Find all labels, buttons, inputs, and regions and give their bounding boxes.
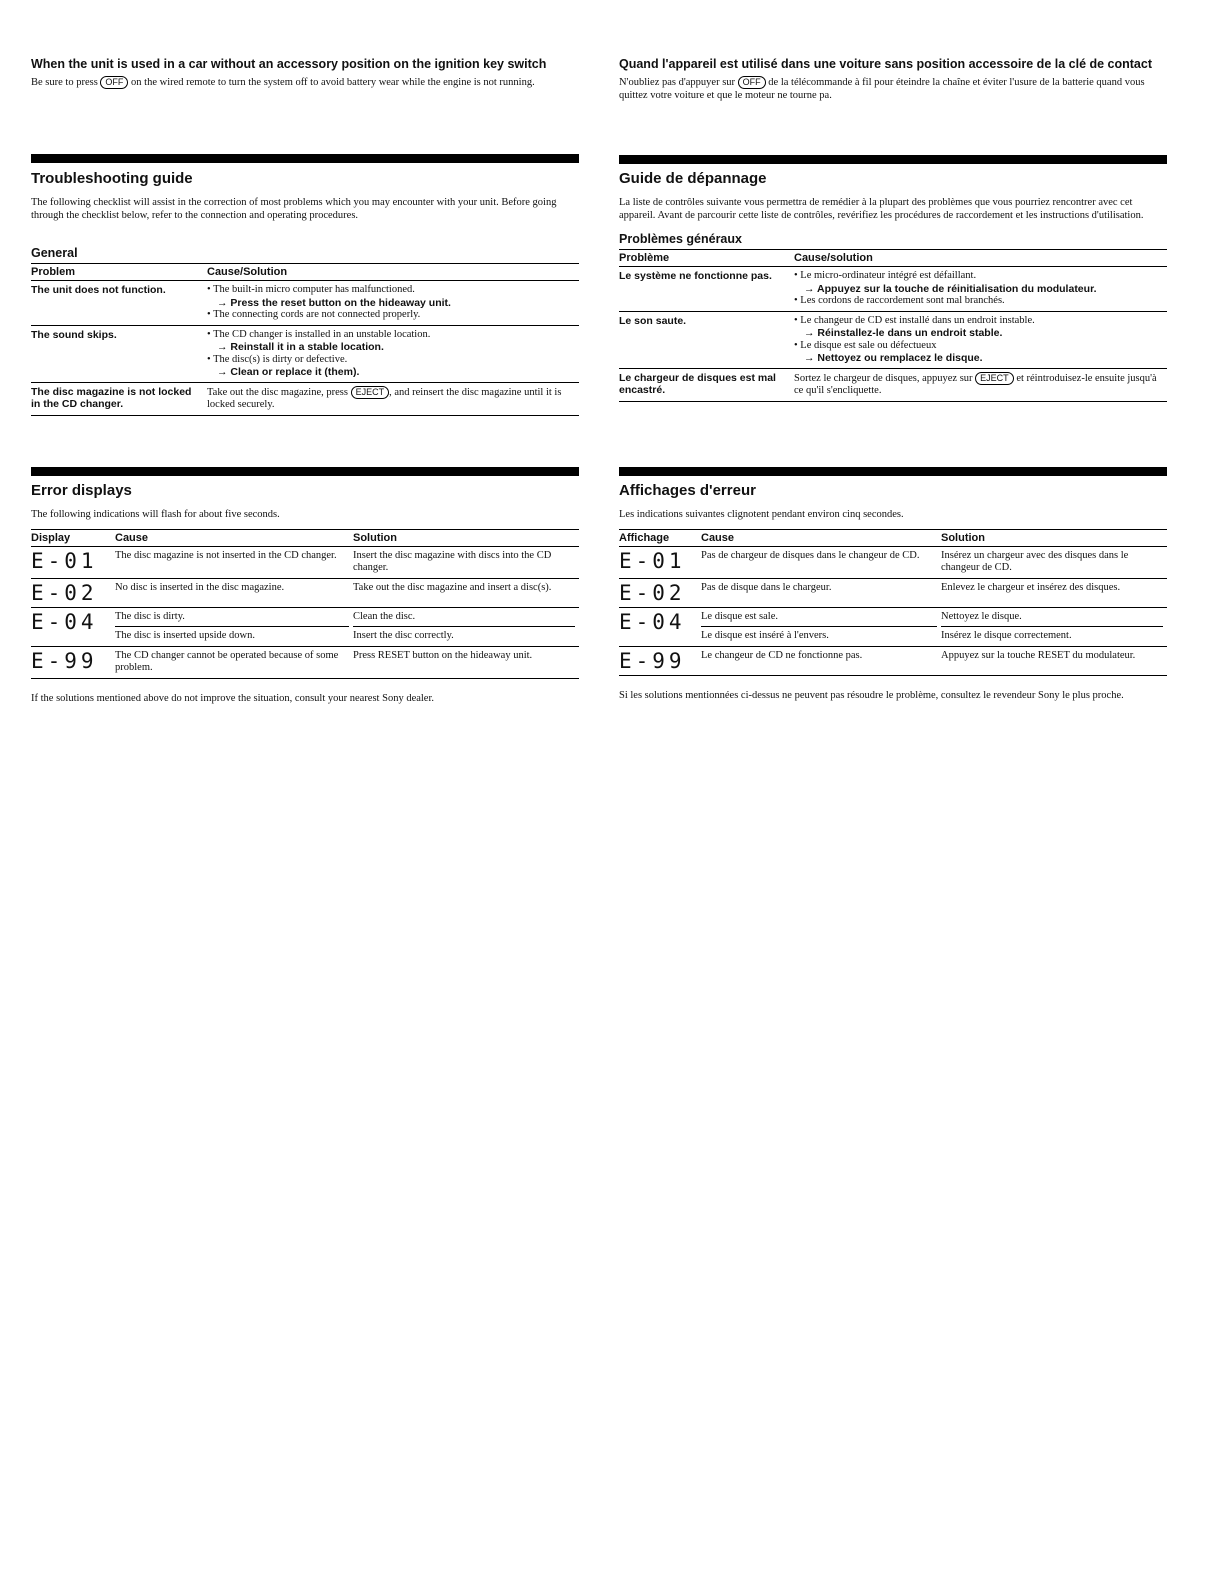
- troubleshooting-section: [31, 170, 579, 416]
- col-problem: Problem: [31, 264, 207, 281]
- error-code: E-04: [619, 607, 701, 646]
- problem-cell: Le système ne fonctionne pas.: [619, 267, 794, 312]
- table-row: [619, 267, 1167, 312]
- cause-cell: Le changeur de CD ne fonctionne pas.: [701, 646, 941, 675]
- problem-cell: The disc magazine is not locked in the CD changer.: [31, 382, 207, 415]
- solution-cell: Nettoyez le disque. Insérez le disque correctement.: [941, 607, 1167, 646]
- table-row: [619, 646, 1167, 675]
- error-code: E-02: [619, 578, 701, 607]
- table-row: [31, 646, 579, 678]
- col-solution: Solution: [941, 529, 1167, 546]
- problem-cell: Le son saute.: [619, 311, 794, 368]
- error-section: [31, 482, 579, 705]
- cause-cell: Le disque est sale. Le disque est inséré à l'envers.: [701, 607, 941, 646]
- cause-cell: Pas de disque dans le chargeur.: [701, 578, 941, 607]
- section-bar: [619, 467, 1167, 476]
- problem-cell: The unit does not function.: [31, 281, 207, 326]
- cause-cell: Pas de chargeur de disques dans le changeur de CD.: [701, 546, 941, 578]
- solution-cell: • Le micro-ordinateur intégré est défaillant. → Appuyez sur la touche de réinitialisation du modulateur. • Les cordons de raccordement sont mal branchés.: [794, 267, 1167, 312]
- table-row: [31, 382, 579, 415]
- col-cause: Cause: [701, 529, 941, 546]
- table-row: [31, 607, 579, 646]
- general-title: General: [31, 246, 78, 260]
- off-key: OFF: [100, 76, 128, 89]
- car-note: [619, 57, 1167, 102]
- solution-cell: Enlevez le chargeur et insérez des disques.: [941, 578, 1167, 607]
- table-row: [31, 578, 579, 607]
- solution-cell: Take out the disc magazine, press EJECT , and reinsert the disc magazine until it is locked securely.: [207, 382, 579, 415]
- cause-cell: The disc is dirty. The disc is inserted upside down.: [115, 607, 353, 646]
- col-problem: Problème: [619, 250, 794, 267]
- general-title: Problèmes généraux: [619, 232, 742, 246]
- troubleshooting-table: [31, 263, 579, 416]
- table-row: [31, 325, 579, 382]
- solution-cell: • The built-in micro computer has malfunctioned. → Press the reset button on the hideaway unit. • The connecting cords are not connected properly.: [207, 281, 579, 326]
- car-note-title: When the unit is used in a car without an accessory position on the ignition key switch: [31, 57, 547, 71]
- error-title: Affichages d'erreur: [619, 482, 756, 499]
- solution-cell: Insert the disc magazine with discs into the CD changer.: [353, 546, 579, 578]
- car-note-title: Quand l'appareil est utilisé dans une voiture sans position accessoire de la clé de contact: [619, 57, 1153, 71]
- section-bar: [31, 467, 579, 476]
- cause-cell: The disc magazine is not inserted in the CD changer.: [115, 546, 353, 578]
- solution-cell: • Le changeur de CD est installé dans un endroit instable. → Réinstallez-le dans un endroit stable. • Le disque est sale ou défectueux → Nettoyez ou remplacez le disque.: [794, 311, 1167, 368]
- solution-cell: Insérez un chargeur avec des disques dans le changeur de CD.: [941, 546, 1167, 578]
- solution-cell: • The CD changer is installed in an unstable location. → Reinstall it in a stable location. • The disc(s) is dirty or defective. → Clean or replace it (them).: [207, 325, 579, 382]
- error-title: Error displays: [31, 482, 132, 499]
- error-code: E-01: [31, 546, 115, 578]
- car-note-text: N'oubliez pas d'appuyer sur OFF de la télécommande à fil pour éteindre la chaîne et éviter l'usure de la batterie quand vous quittez votre voiture et que le moteur ne tourne pa.: [619, 77, 1145, 101]
- error-table: [31, 529, 579, 679]
- table-header: [619, 250, 1167, 267]
- solution-cell: Clean the disc. Insert the disc correctly.: [353, 607, 579, 646]
- error-code: E-04: [31, 607, 115, 646]
- table-row: [619, 607, 1167, 646]
- error-code: E-99: [31, 646, 115, 678]
- error-code: E-99: [619, 646, 701, 675]
- eject-key: EJECT: [351, 386, 390, 399]
- section-bar: [619, 155, 1167, 164]
- table-row: [619, 368, 1167, 401]
- off-key: OFF: [738, 76, 766, 89]
- eject-key: EJECT: [975, 372, 1014, 385]
- troubleshooting-section: [619, 170, 1167, 402]
- table-header: [619, 529, 1167, 546]
- col-display: Display: [31, 529, 115, 546]
- problem-cell: Le chargeur de disques est mal encastré.: [619, 368, 794, 401]
- table-header: [31, 264, 579, 281]
- troubleshooting-intro: La liste de contrôles suivante vous permettra de remédier à la plupart des problèmes que vous pourriez rencontrer avec cet appareil. Avant de parcourir cette liste de contrôles, revérifiez les procédures de raccordement et les instructions d'utilisation.: [619, 197, 1144, 221]
- solution-cell: Press RESET button on the hideaway unit.: [353, 646, 579, 678]
- troubleshooting-title: Troubleshooting guide: [31, 170, 193, 187]
- error-table: [619, 529, 1167, 676]
- error-intro: Les indications suivantes clignotent pendant environ cinq secondes.: [619, 509, 904, 520]
- table-header: [31, 529, 579, 546]
- cause-cell: No disc is inserted in the disc magazine.: [115, 578, 353, 607]
- error-section: [619, 482, 1167, 702]
- col-cause: Cause: [115, 529, 353, 546]
- table-row: [31, 281, 579, 326]
- footer-note: Si les solutions mentionnées ci-dessus ne peuvent pas résoudre le problème, consultez le revendeur Sony le plus proche.: [619, 689, 1124, 701]
- col-solution: Solution: [353, 529, 579, 546]
- car-note: [31, 57, 579, 90]
- col-display: Affichage: [619, 529, 701, 546]
- table-row: [619, 578, 1167, 607]
- troubleshooting-title: Guide de dépannage: [619, 170, 767, 187]
- cause-cell: The CD changer cannot be operated because of some problem.: [115, 646, 353, 678]
- error-code: E-01: [619, 546, 701, 578]
- error-intro: The following indications will flash for about five seconds.: [31, 509, 280, 520]
- solution-cell: Sortez le chargeur de disques, appuyez sur EJECT et réintroduisez-le ensuite jusqu'à ce qu'il s'encliquette.: [794, 368, 1167, 401]
- troubleshooting-intro: The following checklist will assist in the correction of most problems which you may encounter with your unit. Before going through the checklist below, refer to the connection and operating procedures.: [31, 197, 557, 221]
- table-row: [619, 546, 1167, 578]
- table-row: [619, 311, 1167, 368]
- error-code: E-02: [31, 578, 115, 607]
- car-note-text: Be sure to press OFF on the wired remote to turn the system off to avoid battery wear while the engine is not running.: [31, 77, 535, 88]
- section-bar: [31, 154, 579, 163]
- footer-note: If the solutions mentioned above do not improve the situation, consult your nearest Sony dealer.: [31, 692, 435, 704]
- col-cause-solution: Cause/Solution: [207, 264, 579, 281]
- troubleshooting-table: [619, 249, 1167, 402]
- table-row: [31, 546, 579, 578]
- col-cause-solution: Cause/solution: [794, 250, 1167, 267]
- solution-cell: Take out the disc magazine and insert a disc(s).: [353, 578, 579, 607]
- solution-cell: Appuyez sur la touche RESET du modulateur.: [941, 646, 1167, 675]
- problem-cell: The sound skips.: [31, 325, 207, 382]
